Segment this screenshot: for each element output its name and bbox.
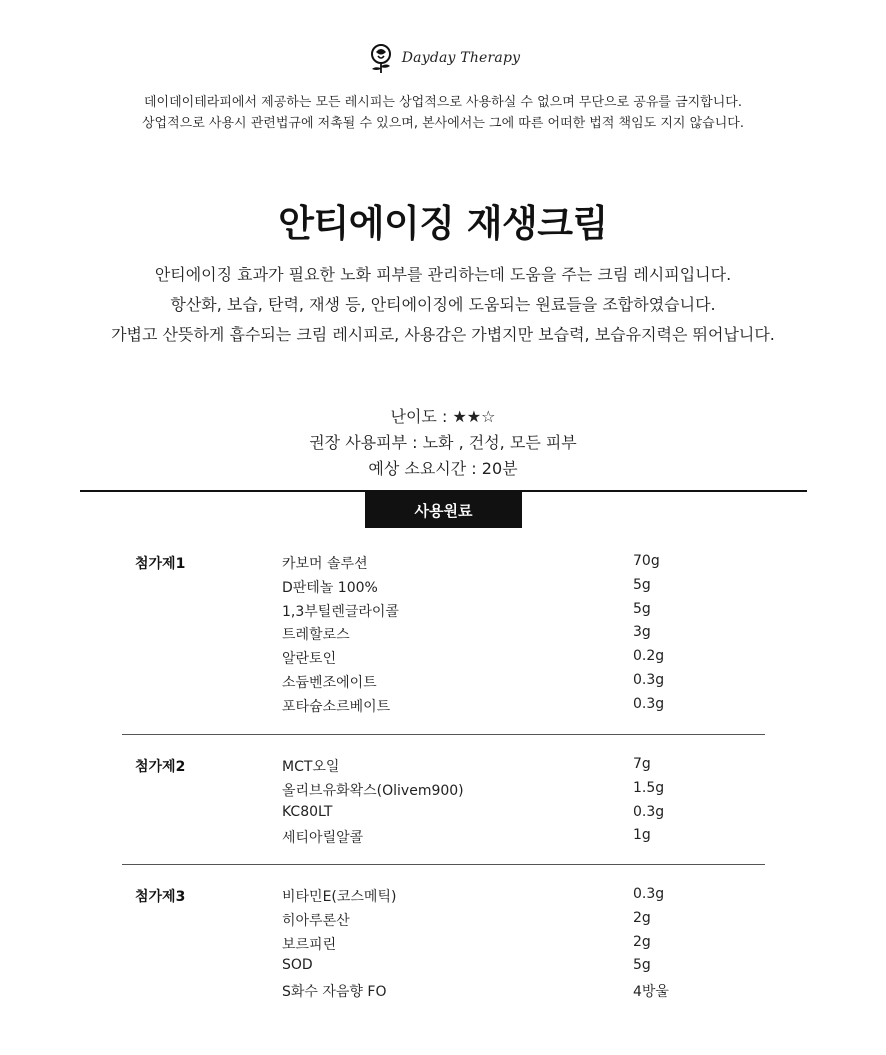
ingredient-amount: 5g (633, 957, 651, 974)
ingredient-row (282, 601, 762, 625)
ingredient-name: SOD (282, 957, 313, 974)
ingredient-row (282, 553, 762, 577)
ingredient-name: 알란토인 (282, 651, 337, 668)
ingredient-amount: 2g (633, 909, 651, 926)
description-line: 항산화, 보습, 탄력, 재생 등, 안티에이징에 도움되는 원료들을 조합하였습니다. (170, 295, 716, 314)
ingredient-row (282, 910, 762, 934)
group-divider (122, 864, 765, 865)
ingredient-list (282, 756, 762, 851)
rose-icon (366, 42, 396, 74)
ingredient-amount: 3g (633, 624, 651, 641)
ingredient-amount: 1.5g (633, 779, 665, 796)
ingredient-row (282, 756, 762, 780)
description-line: 안티에이징 효과가 필요한 노화 피부를 관리하는데 도움을 주는 크림 레시피입니다. (154, 265, 732, 284)
ingredient-amount: 7g (633, 756, 651, 772)
ingredient-amount: 0.3g (633, 886, 665, 902)
ingredient-amount: 5g (633, 600, 651, 617)
group-label: 첨가제2 (135, 759, 186, 775)
page-title: 안티에이징 재생크림 (278, 202, 608, 245)
ingredient-name: 세티아릴알콜 (282, 830, 364, 847)
ingredient-row (282, 696, 762, 720)
ingredient-amount: 0.3g (633, 803, 665, 820)
brand-name: Dayday Therapy (401, 50, 521, 66)
group-label: 첨가제3 (135, 889, 186, 905)
ingredient-name: 올리브유화왁스(Olivem900) (282, 782, 464, 799)
ingredient-name: 보르피린 (282, 936, 337, 953)
skin-type: 권장 사용피부 : 노화 , 건성, 모든 피부 (309, 433, 577, 452)
ingredient-row (282, 981, 762, 1005)
ingredient-amount: 5g (633, 576, 651, 593)
ingredient-row (282, 804, 762, 828)
notice-line: 상업적으로 사용시 관련법규에 저촉될 수 있으며, 본사에서는 그에 따른 어떠한 법적 책임도 지지 않습니다. (142, 116, 744, 131)
ingredient-row (282, 886, 762, 910)
ingredient-amount: 0.3g (633, 695, 665, 712)
ingredient-name: S화수 자음향 FO (282, 984, 387, 1001)
ingredient-row (282, 672, 762, 696)
time-required: 예상 소요시간 : 20분 (368, 459, 518, 478)
ingredient-name: D판테놀 100% (282, 579, 378, 596)
ingredient-name: 비타민E(코스메틱) (282, 889, 397, 905)
ingredient-row (282, 934, 762, 958)
ingredient-name: 포타슘소르베이트 (282, 698, 391, 715)
description-line: 가볍고 산뜻하게 흡수되는 크림 레시피로, 사용감은 가볍지만 보습력, 보습유지력은 뛰어납니다. (111, 325, 775, 344)
ingredient-amount: 0.2g (633, 648, 665, 665)
ingredient-name: 소듐벤조에이트 (282, 674, 377, 691)
ingredient-name: 트레할로스 (282, 627, 350, 644)
ingredient-row (282, 648, 762, 672)
usage-notice (0, 92, 886, 134)
ingredient-row (282, 780, 762, 804)
group-divider (122, 734, 765, 735)
ingredient-row (282, 957, 762, 981)
recipe-meta (0, 404, 886, 482)
ingredient-row (282, 827, 762, 851)
ingredient-amount: 70g (633, 553, 660, 569)
ingredient-name: 히아루론산 (282, 912, 350, 929)
ingredient-amount: 4방울 (633, 984, 669, 1001)
ingredient-row (282, 577, 762, 601)
ingredient-name: 카보머 솔루션 (282, 556, 368, 572)
ingredient-name: KC80LT (282, 803, 333, 820)
ingredient-name: 1,3부틸렌글라이콜 (282, 603, 399, 620)
ingredient-list (282, 886, 762, 1005)
ingredient-amount: 2g (633, 933, 651, 950)
notice-line: 데이데이테라피에서 제공하는 모든 레시피는 상업적으로 사용하실 수 없으며 무단으로 공유를 금지합니다. (143, 95, 742, 110)
ingredient-list (282, 553, 762, 720)
ingredient-row (282, 624, 762, 648)
ingredient-amount: 1g (633, 827, 651, 844)
section-tab-ingredients: 사용원료 (365, 492, 522, 528)
recipe-description (0, 260, 886, 350)
group-label: 첨가제1 (135, 556, 186, 572)
ingredient-name: MCT오일 (282, 759, 340, 775)
difficulty: 난이도 : ★★☆ (390, 407, 496, 426)
brand-logo (0, 42, 886, 74)
ingredient-amount: 0.3g (633, 671, 665, 688)
